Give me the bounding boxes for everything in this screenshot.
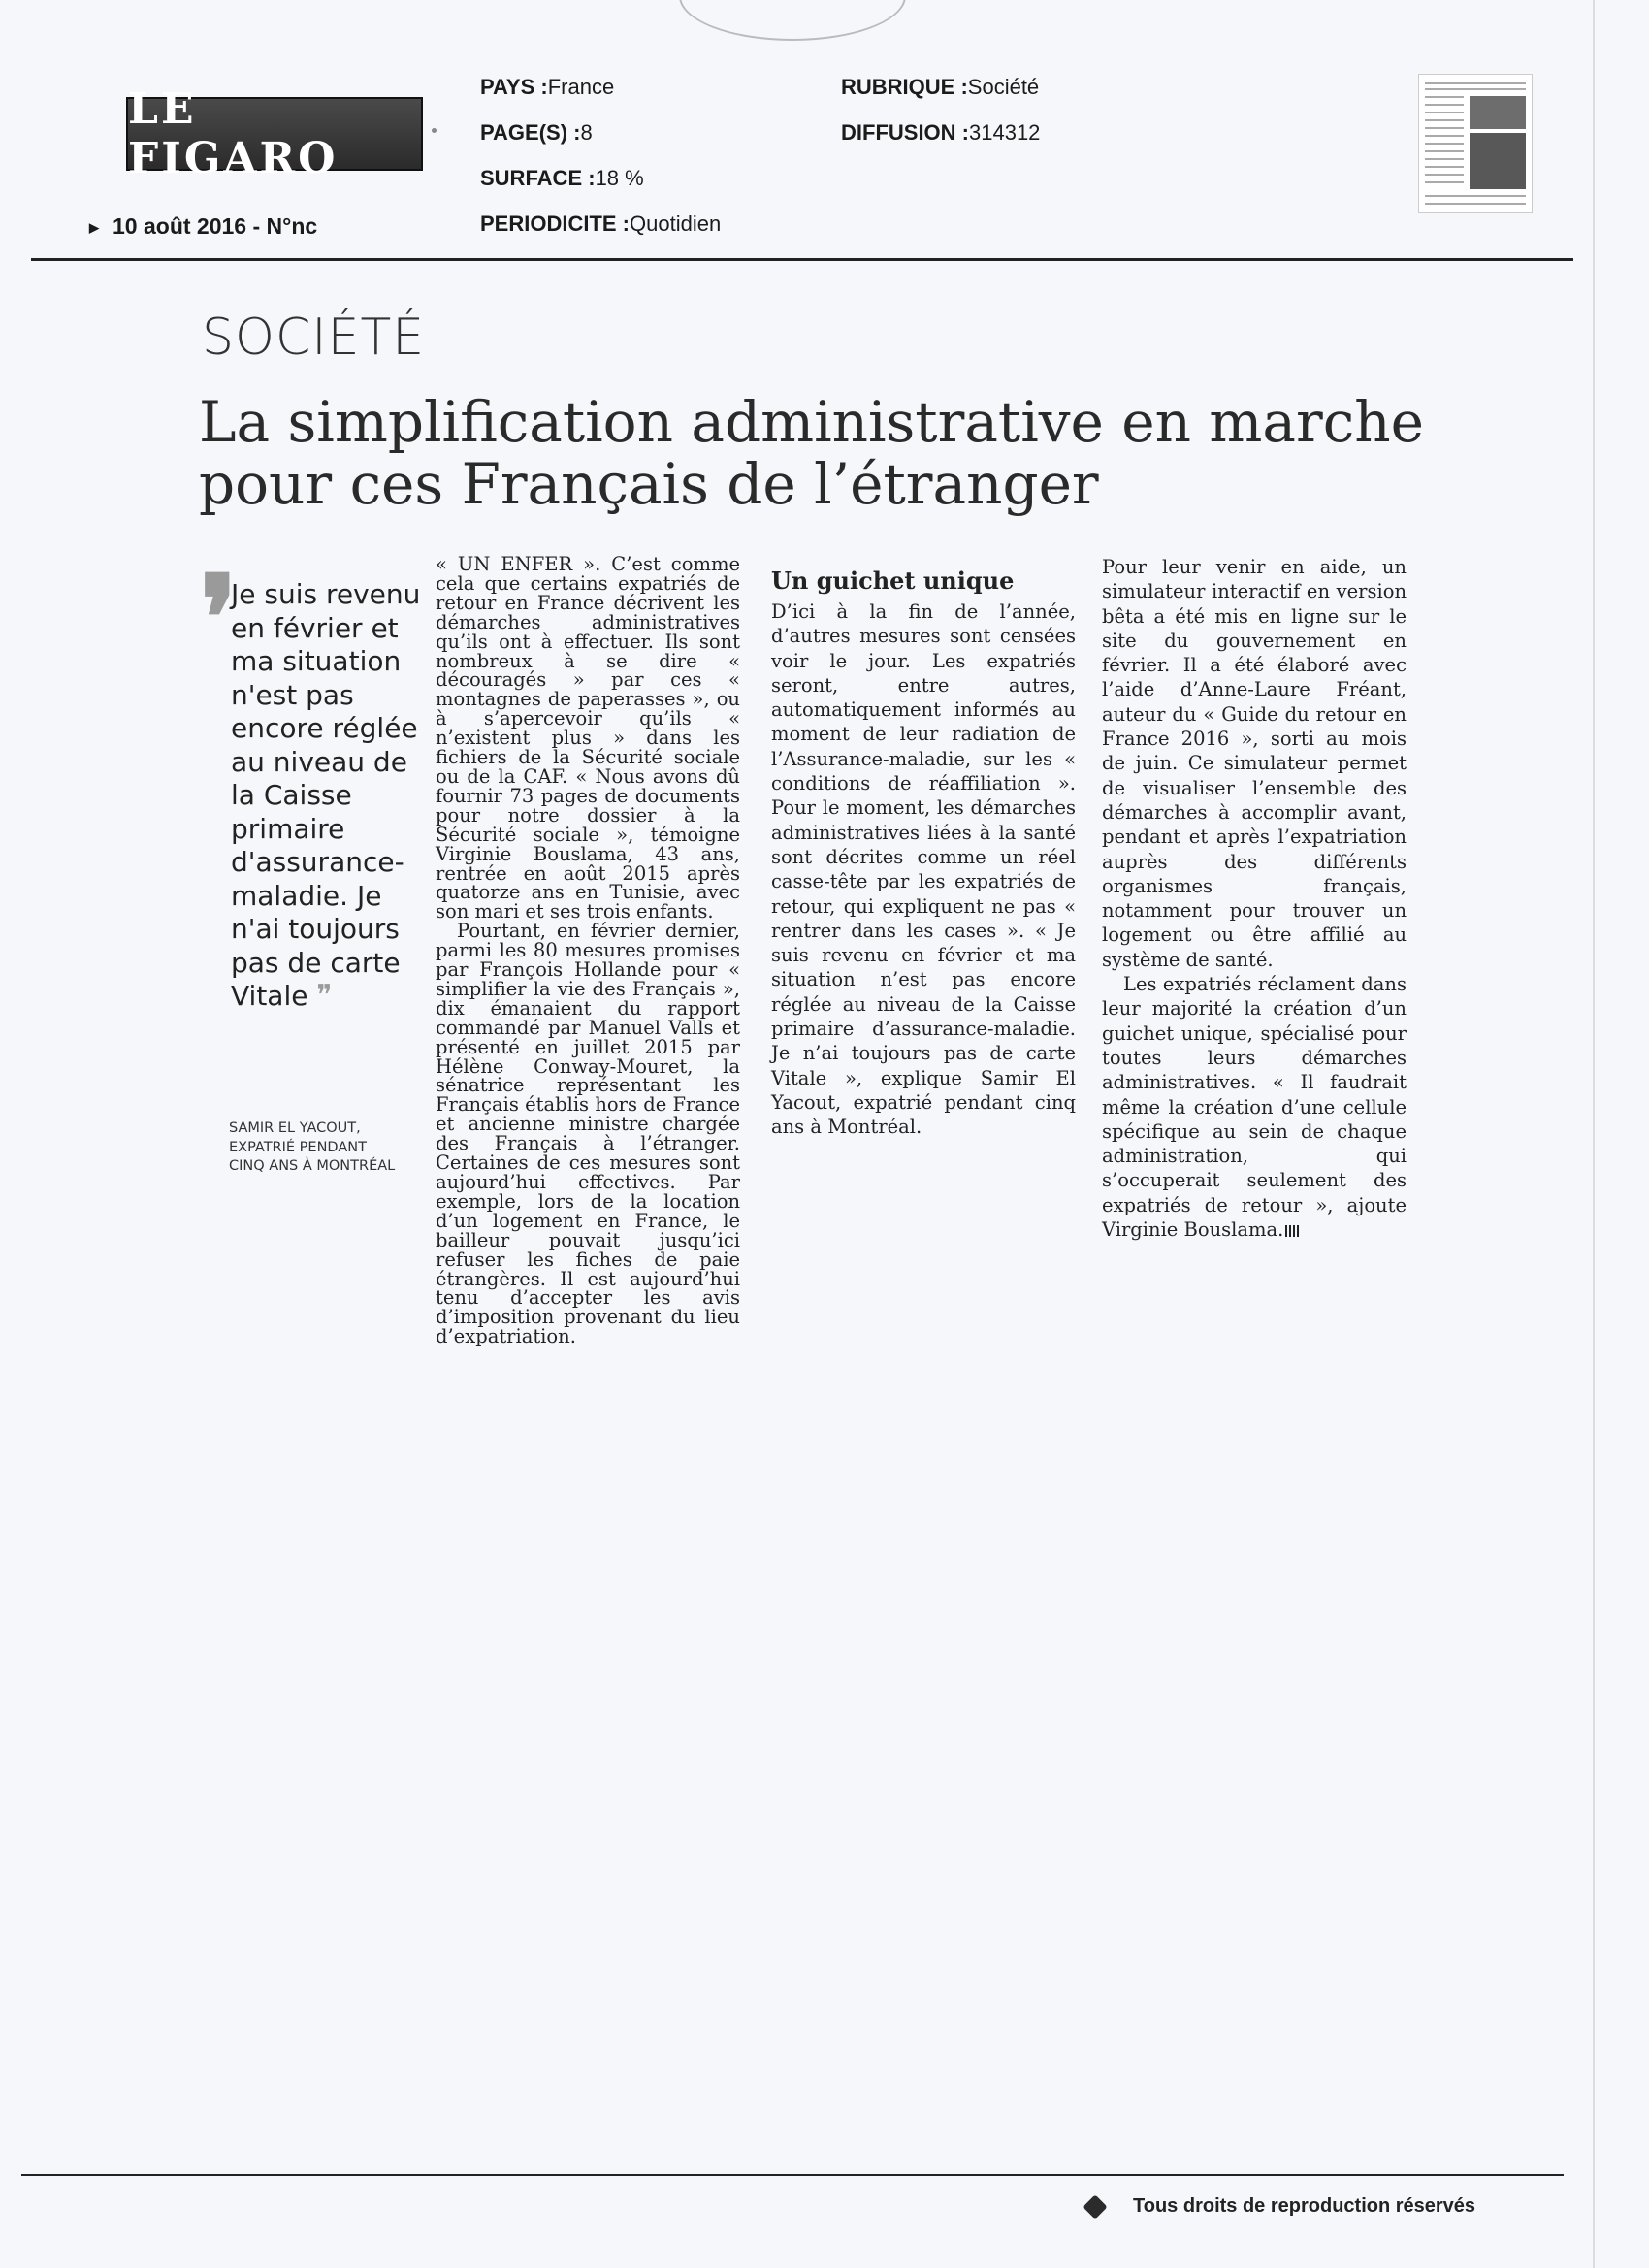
press-meta-left — [480, 64, 721, 246]
issue-date: ▶ 10 août 2016 - N°nc — [89, 213, 318, 239]
paragraph-4: Pour leur venir en aide, un simulateur interactif en version bêta a été mis en ligne sur le site du gouvernement en février. Il a été élaboré avec l’aide d’Anne-Laure Fréant, auteur du « Guide du retour en France 2016 », sorti au mois de juin. Ce simulateur permet de visualiser l’ensemble des démarches à accomplir avant, pendant et après l’expatriation auprès des différents organismes français, notamment pour trouver un logement ou être affilié au système de santé. — [1102, 556, 1406, 971]
paragraph-1: « UN ENFER ». C’est comme cela que certains expatriés de retour en France décrivent les démarches administratives qu’ils ont à effectuer. Ils sont nombreux à se dire « découragés » par ces « montagnes de paperasses », ou à s’apercevoir qu’ils « n’existent plus » dans les fichiers de la Sécurité sociale ou de la CAF. « Nous avons dû fournir 73 pages de documents pour notre dossier à la Sécurité sociale », témoigne Virginie Bouslama, 43 ans, rentrée en août 2015 après quatorze ans en Tunisie, avec son mari et ses trois enfants. — [436, 553, 740, 923]
scan-artifact-arc — [679, 0, 906, 41]
paragraph-3: D’ici à la fin de l’année, d’autres mesures sont censées voir le jour. Les expatriés seront, entre autres, automatiquement informés au moment de leur radiation de l’Assurance-maladie, sur les « conditions de réaffiliation ». Pour le moment, les démarches administratives liées à la santé sont décrites comme un réel casse-tête par les expatriés de retour, qui expliquent ne pas « rentrer dans les cases ». « Je suis revenu en février et ma situation n’est pas encore réglée au niveau de la Caisse primaire d’assurance-maladie. Je n’ai toujours pas de carte Vitale », explique Samir El Yacout, expatrié pendant cinq ans à Montréal. — [771, 600, 1076, 1139]
paragraph-2: Pourtant, en février dernier, parmi les 80 mesures promises par François Hollande pour « simplifier la vie des Français », dix émanaient du rapport commandé par Manuel Valls et présenté en juillet 2015 par Hélène Conway-Mouret, la sénatrice représentant les Français établis hors de France et ancienne ministre chargée des Français à l’étranger. Certaines de ces mesures sont aujourd’hui effectives. Par exemple, lors de la location d’un logement en France, le bailleur pouvait jusqu’ici refuser les fiches de paie étrangères. Il est aujourd’hui tenu d’accepter les avis d’imposition provenant du lieu d’expatriation. — [436, 920, 740, 1348]
footer-rule — [21, 2174, 1564, 2176]
article-headline: La simplification administrative en marche pour ces Français de l’étranger — [199, 389, 1424, 517]
diamond-icon — [1083, 2194, 1107, 2219]
article-column-1 — [436, 555, 740, 1346]
article-column-3 — [1102, 555, 1406, 1242]
triangle-bullet-icon: ▶ — [89, 220, 99, 235]
meta-surface: SURFACE :18 % — [480, 166, 644, 190]
le-figaro-logo: LE FIGARO — [126, 97, 423, 171]
meta-rubrique: RUBRIQUE :Société — [841, 75, 1040, 99]
pull-quote — [231, 578, 430, 1014]
meta-pays: PAYS :France — [480, 75, 615, 99]
meta-periodicite: PERIODICITE :Quotidien — [480, 211, 722, 236]
meta-diffusion: DIFFUSION :314312 — [841, 120, 1041, 145]
page-thumbnail — [1418, 74, 1533, 213]
end-of-article-icon — [1285, 1225, 1299, 1237]
pull-quote-text: Je suis revenu en février et ma situation n'est pas encore réglée au niveau de la Caisse primaire d'assurance-maladie. Je n'ai toujours pas de carte Vitale — [231, 578, 421, 1012]
press-meta-right — [841, 64, 1040, 155]
article-subhead: Un guichet unique — [771, 567, 1015, 595]
section-label: SOCIÉTÉ — [202, 308, 426, 367]
open-quote-icon: ❜ — [200, 550, 238, 687]
scan-page-edge — [1593, 0, 1595, 2268]
paragraph-5: Les expatriés réclament dans leur majorité la création d’un guichet unique, spécialisé pour toutes leurs démarches administratives. « Il faudrait même la création d’une cellule spécifique au sein de chaque administration, qui s’occuperait seulement des expatriés de retour », ajoute Virginie Bouslama. — [1102, 973, 1406, 1242]
rights-notice: Tous droits de reproduction réservés — [1133, 2195, 1476, 2217]
logo-dot — [432, 128, 436, 133]
pull-quote-author: SAMIR EL YACOUT, EXPATRIÉ PENDANT CINQ ANS À MONTRÉAL — [229, 1120, 396, 1174]
article-column-2 — [771, 555, 1076, 1140]
meta-pages: PAGE(S) :8 — [480, 120, 593, 145]
header-rule — [31, 258, 1573, 261]
close-quote-icon: ❞ — [316, 979, 333, 1013]
